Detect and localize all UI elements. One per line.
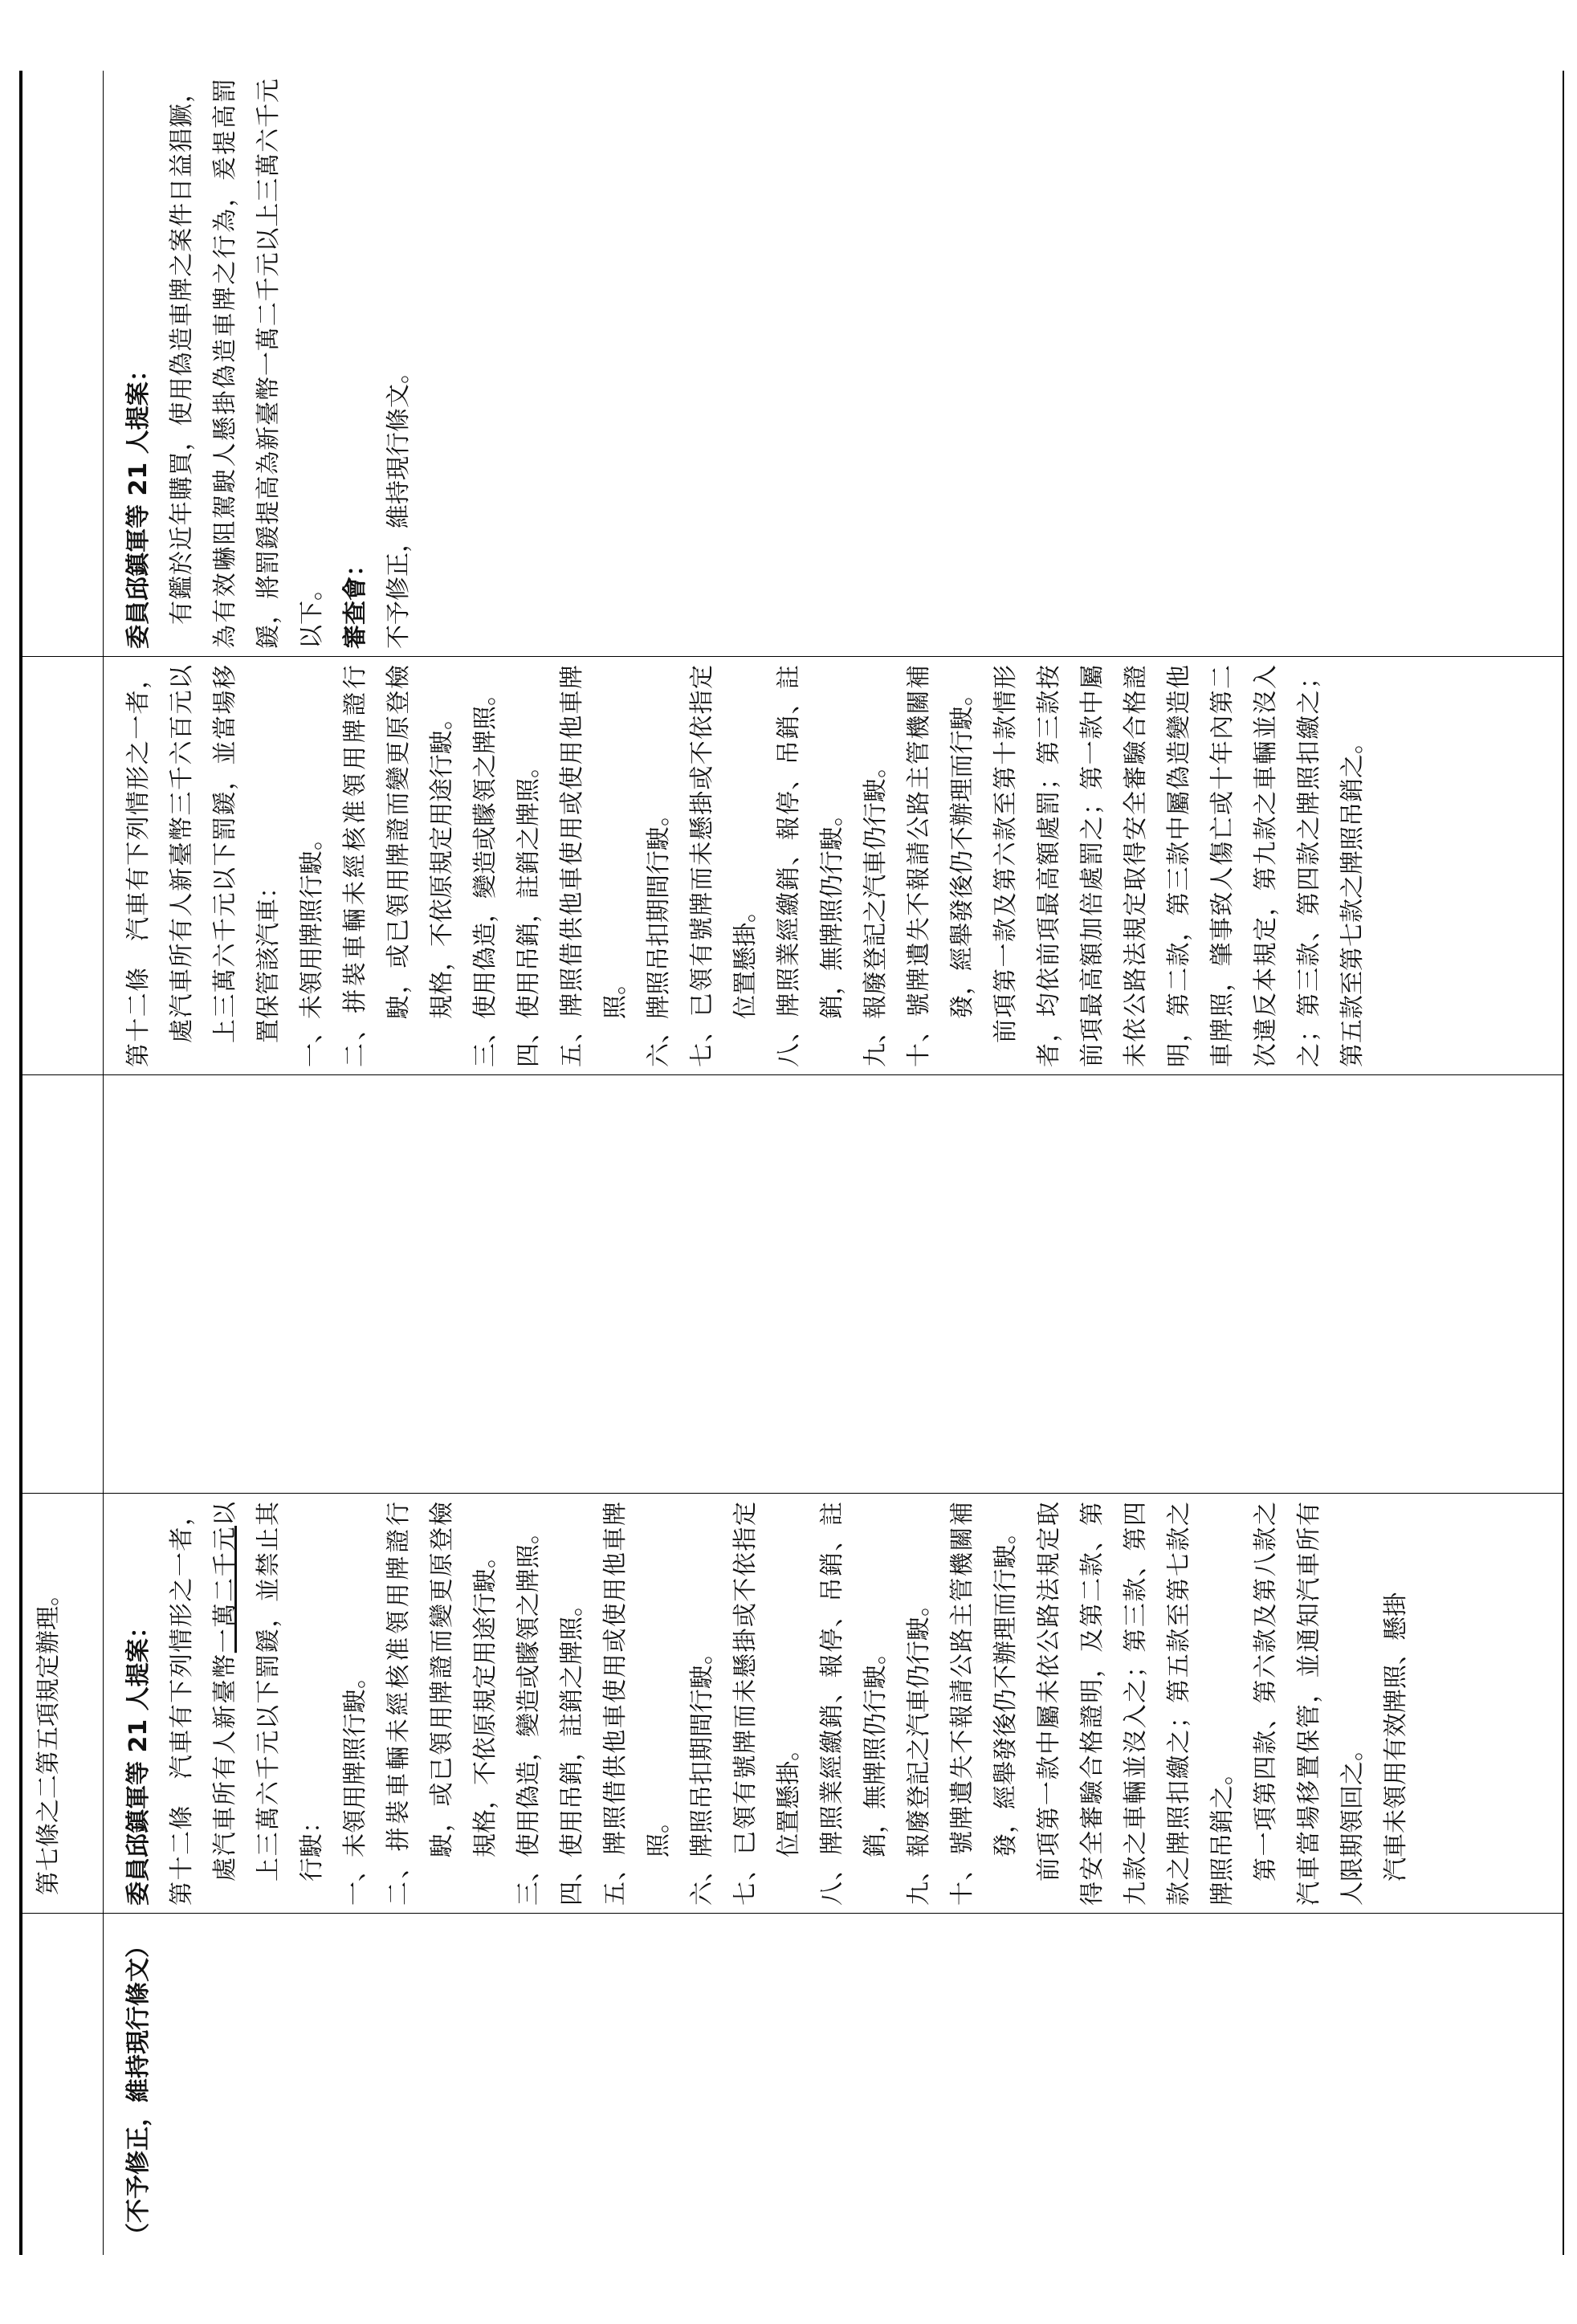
continued-text: 第七條之二第五項規定辦理。 [35, 1582, 63, 1895]
explanation-heading: 委員邱鎮軍等 21 人提案： [124, 357, 153, 649]
list-item: 九、報廢登記之汽車仍行駛。 [862, 754, 890, 1067]
paragraph: 汽車未領用有效牌照、懸掛 [1382, 1592, 1410, 1882]
list-item: 一、未領用牌照行駛。 [298, 826, 326, 1067]
list-item: 六、牌照吊扣期間行駛。 [688, 1641, 716, 1906]
list-item: 七、已領有號牌而未懸掛或不依指定位置懸掛。 [688, 665, 760, 1067]
paragraph: 前項第一款及第六款至第十款情形者，均依前項最高額處罰；第三款按前項最高額加倍處罰之；第一款中屬未依公路法規定取得安全審驗合格證明，第二款，第三款中屬偽造變造他車牌照，肇事致人傷亡或十年內第二次違反本規定，第九款之車輛並沒入之；第三款、第四款之牌照扣繳之；第五款至第七款之牌照吊銷之。 [992, 665, 1367, 1067]
list-item: 四、使用吊銷，註銷之牌照。 [515, 754, 543, 1067]
column-review-result [117, 1914, 1555, 2255]
list-item: 三、使用偽造，變造或矇領之牌照。 [471, 682, 499, 1067]
current-article-12: 第十二條 汽車有下列情形之一者，處汽車所有人新臺幣三千六百元以上三萬六千元以下罰鍰，並當場移置保管該汽車： [124, 665, 283, 1067]
comparison-table [19, 71, 1564, 2255]
proposal-article-12 [161, 1502, 334, 1906]
review-committee-text: 不予修正，維持現行條文。 [385, 360, 413, 649]
article-text-a: 第十二條 汽車有下列情形之一者，處汽車所有人新臺幣 [168, 1502, 239, 1906]
row-divider [103, 71, 104, 2255]
row-top-col-b [27, 1502, 100, 1903]
column-explanation [117, 71, 1555, 657]
list-item: 十、號牌遺失不報請公路主管機關補發，經舉發後仍不辦理而行駛。 [948, 1502, 1020, 1906]
paragraph: 前項第一款中屬未依公路法規定取得安全審驗合格證明，及第二款、第九款之車輛並沒入之；第三款、第四款之牌照扣繳之；第五款至第七款之牌照吊銷之。 [1035, 1502, 1237, 1906]
list-item: 六、牌照吊扣期間行駛。 [645, 802, 673, 1067]
list-item: 四、使用吊銷，註銷之牌照。 [558, 1592, 586, 1906]
review-committee-heading: 審查會： [341, 552, 369, 649]
list-item: 八、牌照業經繳銷、報停、吊銷、註銷，無牌照仍行駛。 [775, 665, 846, 1067]
column-proposed-text [117, 1494, 1555, 1914]
list-item: 八、牌照業經繳銷、報停、吊銷、註銷，無牌照仍行駛。 [818, 1502, 890, 1906]
list-item: 十、號牌遺失不報請公路主管機關補發，經舉發後仍不辦理而行駛。 [905, 665, 976, 1067]
list-item: 五、牌照借供他車使用或使用他車牌照。 [601, 1502, 673, 1906]
list-item: 三、使用偽造，變造或矇領之牌照。 [515, 1520, 543, 1906]
column-empty [117, 1075, 1555, 1494]
list-item: 二、拼裝車輛未經核准領用牌證行駛，或已領用牌證而變更原登檢規格，不依原規定用途行駛。 [341, 665, 456, 1067]
column-current-text [117, 657, 1555, 1075]
article-text-underlined: 一萬二千元 [211, 1525, 239, 1653]
paragraph: 第一項第四款、第六款及第八款之汽車當場移置保管，並通知汽車所有人限期領回之。 [1252, 1502, 1367, 1906]
review-result-heading: （不予修正，維持現行條文） [124, 1934, 153, 2247]
list-item: 二、拼裝車輛未經核准領用牌證行駛，或已領用牌證而變更原登檢規格，不依原規定用途行駛。 [385, 1502, 499, 1906]
article-text-c: 以上三萬六千元以下罰鍰，並禁止其行駛： [211, 1501, 326, 1882]
explanation-text: 有鑑於近年購買，使用偽造車牌之案件日益猖獗，為有效嚇阻駕駛人懸掛偽造車牌之行為，爰提高罰鍰，將罰鍰提高為新臺幣一萬二千元以上三萬六千元以下。 [168, 79, 326, 649]
proposal-heading: 委員邱鎮軍等 21 人提案： [124, 1614, 153, 1906]
list-item: 一、未領用牌照行駛。 [341, 1665, 369, 1906]
list-item: 七、已領有號牌而未懸掛或不依指定位置懸掛。 [731, 1502, 803, 1906]
list-item: 九、報廢登記之汽車仍行駛。 [905, 1592, 933, 1906]
list-item: 五、牌照借供他車使用或使用他車牌照。 [558, 665, 630, 1067]
